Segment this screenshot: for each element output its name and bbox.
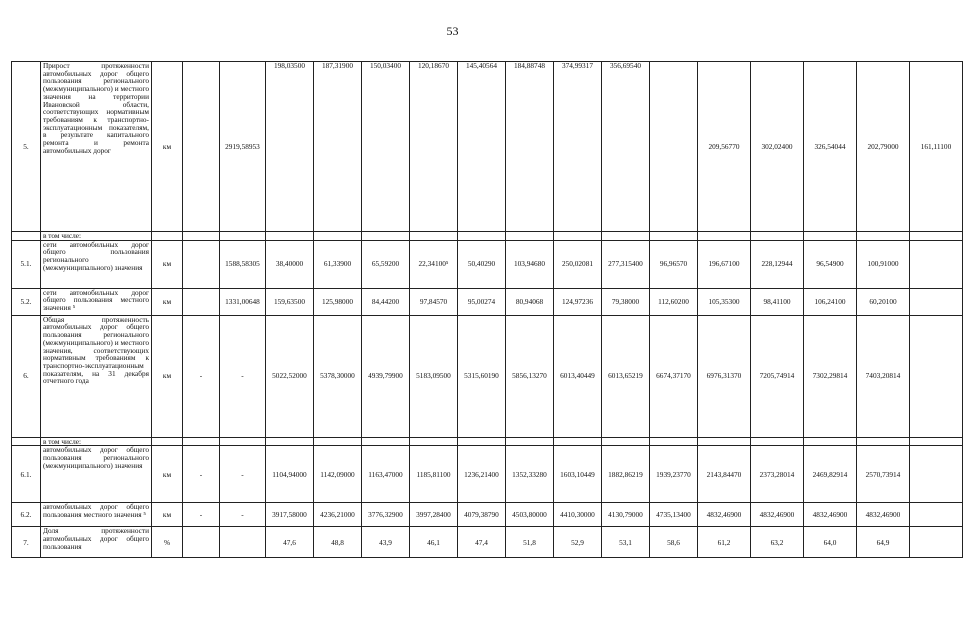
row-number: 7.: [12, 527, 41, 558]
value-cell: 1939,23770: [650, 446, 698, 503]
value-cell: 38,40000: [266, 240, 314, 288]
dash-cell: -: [183, 503, 220, 527]
empty-cell: [458, 232, 506, 241]
value-cell: 120,18670: [410, 62, 458, 232]
value-cell: 50,40290: [458, 240, 506, 288]
value-cell: 80,94068: [506, 288, 554, 315]
empty-cell: [12, 232, 41, 241]
value-cell: 103,94680: [506, 240, 554, 288]
value-cell: 145,40564: [458, 62, 506, 232]
value-cell: 3917,58000: [266, 503, 314, 527]
value-cell: 47,6: [266, 527, 314, 558]
empty-cell: [183, 288, 220, 315]
value-cell: [910, 288, 963, 315]
empty-cell: [698, 437, 751, 446]
value-cell: 5315,60190: [458, 315, 506, 437]
value-cell: 4832,46900: [857, 503, 910, 527]
table-row: [12, 315, 963, 437]
empty-cell: [410, 437, 458, 446]
value-cell: 228,12944: [751, 240, 804, 288]
value-cell: 97,84570: [410, 288, 458, 315]
row-number: 5.2.: [12, 288, 41, 315]
value-cell: 356,69540: [602, 62, 650, 232]
value-cell: 2469,82914: [804, 446, 857, 503]
empty-cell: [152, 232, 183, 241]
empty-cell: [152, 437, 183, 446]
value-cell: [910, 315, 963, 437]
value-cell: 198,03500: [266, 62, 314, 232]
indicator-name: Общая протяженность автомобильных дорог общего пользования регионального (межмуниципального) и местного значения, соответствующих нормативным требованиям к транспортно-эксплуатационным показателям, на 31 декабря отчетного года: [41, 315, 152, 437]
unit-cell: км: [152, 446, 183, 503]
value-cell: 159,63500: [266, 288, 314, 315]
value-cell: 3997,28400: [410, 503, 458, 527]
empty-cell: [554, 437, 602, 446]
value-cell: 1142,09000: [314, 446, 362, 503]
empty-cell: [314, 437, 362, 446]
value-cell: 302,02400: [751, 62, 804, 232]
dash-cell: -: [220, 503, 266, 527]
value-cell: 4130,79000: [602, 503, 650, 527]
value-cell: 7205,74914: [751, 315, 804, 437]
empty-cell: [266, 232, 314, 241]
value-cell: 1104,94000: [266, 446, 314, 503]
indicator-name: сети автомобильных дорог общего пользования регионального (межмуниципального) значения: [41, 240, 152, 288]
table-row: [12, 437, 963, 446]
value-cell: 202,79000: [857, 62, 910, 232]
value-cell: 58,6: [650, 527, 698, 558]
empty-cell: [857, 232, 910, 241]
value-cell: 47,4: [458, 527, 506, 558]
value-cell: 60,20100: [857, 288, 910, 315]
value-cell: 105,35300: [698, 288, 751, 315]
empty-cell: [910, 437, 963, 446]
empty-cell: [12, 437, 41, 446]
value-cell: 6013,65219: [602, 315, 650, 437]
empty-cell: [857, 437, 910, 446]
value-cell: 161,11100: [910, 62, 963, 232]
value-cell: 124,97236: [554, 288, 602, 315]
empty-cell: [220, 437, 266, 446]
value-cell: 48,8: [314, 527, 362, 558]
value-cell: 326,54044: [804, 62, 857, 232]
base-value: 1331,00648: [220, 288, 266, 315]
value-cell: 46,1: [410, 527, 458, 558]
value-cell: 96,96570: [650, 240, 698, 288]
empty-cell: [650, 437, 698, 446]
value-cell: 1236,21400: [458, 446, 506, 503]
empty-cell: [220, 527, 266, 558]
row-number: 5.: [12, 62, 41, 232]
value-cell: 250,02081: [554, 240, 602, 288]
value-cell: 4832,46900: [751, 503, 804, 527]
value-cell: 4735,13400: [650, 503, 698, 527]
value-cell: 5856,13270: [506, 315, 554, 437]
value-cell: 52,9: [554, 527, 602, 558]
empty-cell: [410, 232, 458, 241]
unit-cell: км: [152, 240, 183, 288]
empty-cell: [183, 437, 220, 446]
dash-cell: -: [220, 315, 266, 437]
value-cell: 61,2: [698, 527, 751, 558]
value-cell: 84,44200: [362, 288, 410, 315]
value-cell: 184,88748: [506, 62, 554, 232]
value-cell: 7302,29814: [804, 315, 857, 437]
value-cell: 4832,46900: [698, 503, 751, 527]
unit-cell: км: [152, 315, 183, 437]
subheading: в том числе:: [41, 437, 152, 446]
value-cell: 51,8: [506, 527, 554, 558]
row-number: 6.1.: [12, 446, 41, 503]
value-cell: 6976,31370: [698, 315, 751, 437]
table-row: [12, 62, 963, 232]
empty-cell: [458, 437, 506, 446]
empty-cell: [183, 240, 220, 288]
value-cell: 4079,38790: [458, 503, 506, 527]
value-cell: 6674,37170: [650, 315, 698, 437]
base-value: 1588,58305: [220, 240, 266, 288]
value-cell: 277,315400: [602, 240, 650, 288]
empty-cell: [314, 232, 362, 241]
dash-cell: -: [220, 446, 266, 503]
value-cell: 4410,30000: [554, 503, 602, 527]
value-cell: 79,38000: [602, 288, 650, 315]
value-cell: 43,9: [362, 527, 410, 558]
value-cell: 187,31900: [314, 62, 362, 232]
value-cell: 209,56770: [698, 62, 751, 232]
indicator-name: автомобильных дорог общего пользования местного значения ⁵: [41, 503, 152, 527]
value-cell: 4832,46900: [804, 503, 857, 527]
dash-cell: -: [183, 446, 220, 503]
empty-cell: [183, 62, 220, 232]
empty-cell: [804, 232, 857, 241]
empty-cell: [751, 232, 804, 241]
value-cell: 22,34100⁵: [410, 240, 458, 288]
indicator-name: автомобильных дорог общего пользования регионального (межмуниципального) значения: [41, 446, 152, 503]
indicator-name: сети автомобильных дорог общего пользования местного значения ⁵: [41, 288, 152, 315]
value-cell: 2570,73914: [857, 446, 910, 503]
table-row: [12, 288, 963, 315]
empty-cell: [650, 62, 698, 232]
unit-cell: км: [152, 288, 183, 315]
table-row: [12, 446, 963, 503]
value-cell: [910, 503, 963, 527]
value-cell: 112,60200: [650, 288, 698, 315]
value-cell: 4236,21000: [314, 503, 362, 527]
value-cell: 65,59200: [362, 240, 410, 288]
value-cell: 100,91000: [857, 240, 910, 288]
empty-cell: [362, 437, 410, 446]
value-cell: 2143,84470: [698, 446, 751, 503]
row-number: 6.2.: [12, 503, 41, 527]
value-cell: 7403,20814: [857, 315, 910, 437]
value-cell: 125,98000: [314, 288, 362, 315]
empty-cell: [804, 437, 857, 446]
empty-cell: [506, 232, 554, 241]
value-cell: [910, 527, 963, 558]
value-cell: 374,99317: [554, 62, 602, 232]
value-cell: 1352,33280: [506, 446, 554, 503]
value-cell: 63,2: [751, 527, 804, 558]
value-cell: 98,41100: [751, 288, 804, 315]
value-cell: 64,0: [804, 527, 857, 558]
indicator-table: [11, 61, 963, 558]
unit-cell: км: [152, 62, 183, 232]
value-cell: 1163,47000: [362, 446, 410, 503]
table-row: [12, 503, 963, 527]
value-cell: [910, 446, 963, 503]
value-cell: 1882,86219: [602, 446, 650, 503]
empty-cell: [650, 232, 698, 241]
value-cell: 2373,28014: [751, 446, 804, 503]
unit-cell: км: [152, 503, 183, 527]
value-cell: 61,33900: [314, 240, 362, 288]
value-cell: 1603,10449: [554, 446, 602, 503]
value-cell: 4503,80000: [506, 503, 554, 527]
value-cell: 5022,52000: [266, 315, 314, 437]
value-cell: [910, 240, 963, 288]
empty-cell: [362, 232, 410, 241]
indicator-name: Доля протяженности автомобильных дорог общего пользования: [41, 527, 152, 558]
value-cell: 95,00274: [458, 288, 506, 315]
value-cell: 3776,32900: [362, 503, 410, 527]
empty-cell: [266, 437, 314, 446]
value-cell: 1185,81100: [410, 446, 458, 503]
table-row: [12, 240, 963, 288]
row-number: 6.: [12, 315, 41, 437]
value-cell: 4939,79900: [362, 315, 410, 437]
empty-cell: [698, 232, 751, 241]
page-number: 53: [446, 24, 459, 38]
subheading: в том числе:: [41, 232, 152, 241]
empty-cell: [751, 437, 804, 446]
table-row: [12, 232, 963, 241]
value-cell: 196,67100: [698, 240, 751, 288]
row-number: 5.1.: [12, 240, 41, 288]
value-cell: 150,03400: [362, 62, 410, 232]
dash-cell: -: [183, 315, 220, 437]
value-cell: 96,54900: [804, 240, 857, 288]
base-value: 2919,58953: [220, 62, 266, 232]
value-cell: 6013,40449: [554, 315, 602, 437]
value-cell: 106,24100: [804, 288, 857, 315]
value-cell: 64,9: [857, 527, 910, 558]
empty-cell: [220, 232, 266, 241]
empty-cell: [602, 437, 650, 446]
empty-cell: [602, 232, 650, 241]
empty-cell: [183, 527, 220, 558]
empty-cell: [183, 232, 220, 241]
table-row: [12, 527, 963, 558]
unit-cell: %: [152, 527, 183, 558]
value-cell: 5378,30000: [314, 315, 362, 437]
value-cell: 5183,09500: [410, 315, 458, 437]
indicator-name: Прирост протяженности автомобильных дорог общего пользования регионального (межмуниципального) и местного значения на территории Ивановской области, соответствующих нормативным требованиям к транспортно-эксплуатационным показателям, в результате капитального ремонта и ремонта автомобильных дорог: [41, 62, 152, 232]
empty-cell: [506, 437, 554, 446]
value-cell: 53,1: [602, 527, 650, 558]
empty-cell: [554, 232, 602, 241]
empty-cell: [910, 232, 963, 241]
